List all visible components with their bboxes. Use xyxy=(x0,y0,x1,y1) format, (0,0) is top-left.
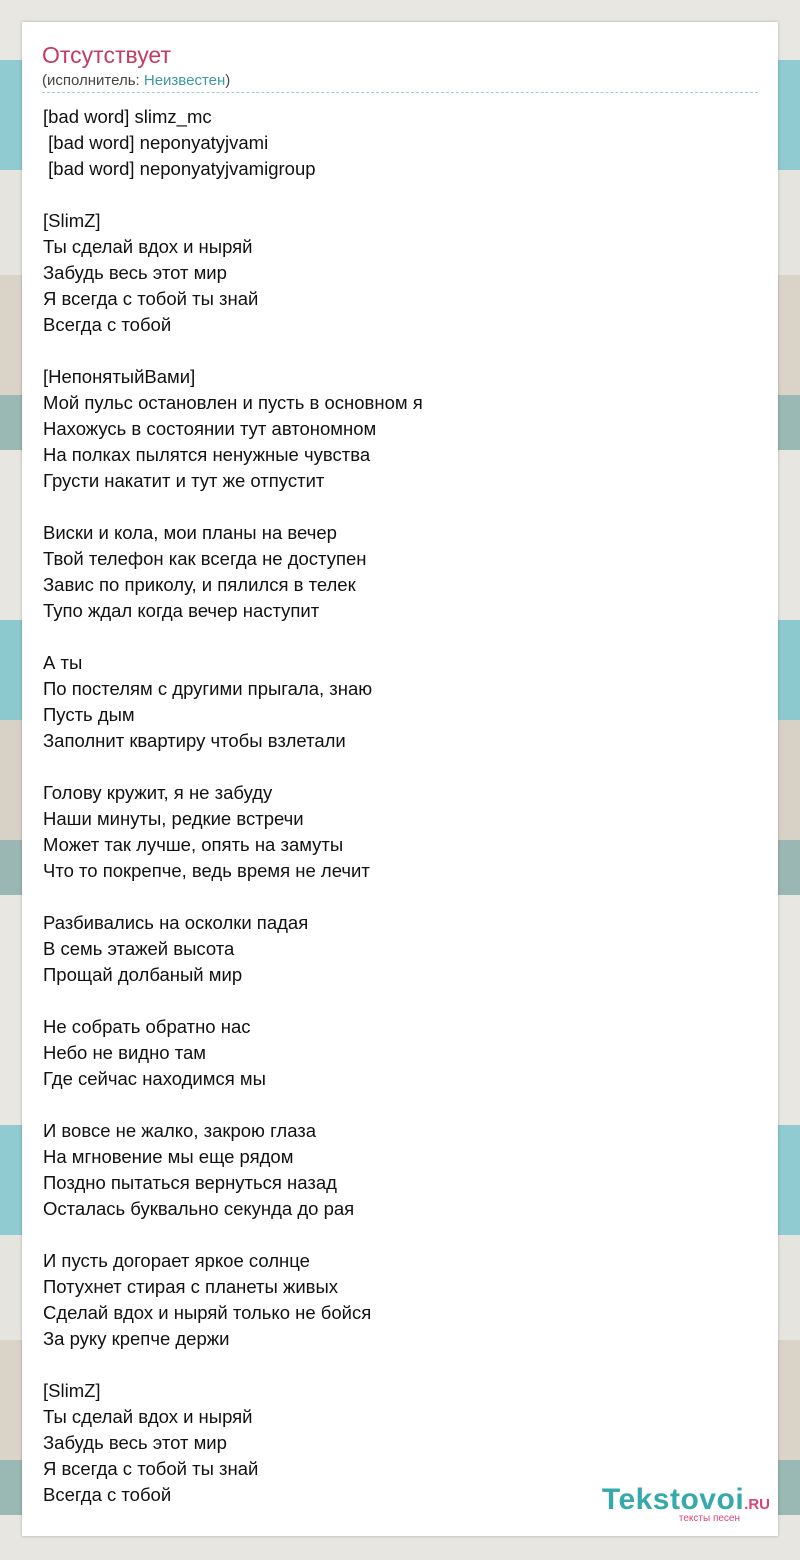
lyric-line: Где сейчас находимся мы xyxy=(43,1068,266,1089)
lyric-line: Нахожусь в состоянии тут автономном xyxy=(43,418,377,439)
lyric-line xyxy=(43,182,743,208)
lyric-line: Мой пульс остановлен и пусть в основном я xyxy=(43,392,423,413)
site-logo[interactable] xyxy=(602,1483,770,1524)
lyric-line xyxy=(43,624,743,650)
lyric-line: Пусть дым xyxy=(43,704,135,725)
artist-suffix: ) xyxy=(225,72,231,89)
lyric-line xyxy=(43,338,743,364)
lyric-line: Ты сделай вдох и ныряй xyxy=(43,236,253,257)
lyric-line: А ты xyxy=(43,652,83,673)
lyric-line xyxy=(43,988,743,1014)
artist-link[interactable]: Неизвестен xyxy=(143,72,226,89)
lyrics-card xyxy=(22,22,778,1536)
lyric-line: На мгновение мы еще рядом xyxy=(43,1146,294,1167)
lyric-line xyxy=(43,1092,743,1118)
lyric-line: Тупо ждал когда вечер наступит xyxy=(43,600,320,621)
lyric-line: Всегда с тобой xyxy=(43,1484,172,1505)
lyric-line: Я всегда с тобой ты знай xyxy=(43,1458,259,1479)
lyric-line: Сделай вдох и ныряй только не бойся xyxy=(43,1302,372,1323)
lyric-line: Завис по приколу, и пялился в телек xyxy=(43,574,356,595)
lyric-line: Небо не видно там xyxy=(43,1042,206,1063)
lyric-line: [bad word] slimz_mc xyxy=(43,106,212,127)
lyric-line: [bad word] neponyatyjvamigroup xyxy=(43,158,316,179)
lyric-line: [НепонятыйВами] xyxy=(43,366,196,387)
lyric-line xyxy=(43,1222,743,1248)
lyric-line: [bad word] neponyatyjvami xyxy=(43,132,269,153)
lyric-line: [SlimZ] xyxy=(43,210,101,231)
lyric-line xyxy=(43,754,743,780)
lyric-line: Поздно пытаться вернуться назад xyxy=(43,1172,337,1193)
lyric-line: Может так лучше, опять на замуты xyxy=(43,834,344,855)
lyric-line: И пусть догорает яркое солнце xyxy=(43,1250,310,1271)
lyric-line: Всегда с тобой xyxy=(43,314,172,335)
logo-tld: .RU xyxy=(744,1496,770,1513)
lyric-line: Осталась буквально секунда до рая xyxy=(43,1198,355,1219)
lyric-line: За руку крепче держи xyxy=(43,1328,230,1349)
lyrics-text xyxy=(43,104,743,1508)
lyric-line: Забудь весь этот мир xyxy=(43,1432,227,1453)
lyric-line: Наши минуты, редкие встречи xyxy=(43,808,304,829)
artist-prefix: (исполнитель: xyxy=(42,72,144,89)
lyric-line xyxy=(43,494,743,520)
lyric-line: По постелям с другими прыгала, знаю xyxy=(43,678,373,699)
lyric-line: Потухнет стирая с планеты живых xyxy=(43,1276,339,1297)
lyric-line: Не собрать обратно нас xyxy=(43,1016,251,1037)
lyric-line: Я всегда с тобой ты знай xyxy=(43,288,259,309)
lyric-line: Что то покрепче, ведь время не лечит xyxy=(43,860,370,881)
lyric-line: И вовсе не жалко, закрою глаза xyxy=(43,1120,317,1141)
lyric-line: [SlimZ] xyxy=(43,1380,101,1401)
lyric-line: Голову кружит, я не забуду xyxy=(43,782,273,803)
lyric-line: В семь этажей высота xyxy=(43,938,235,959)
logo-tagline: тексты песен xyxy=(678,1513,740,1524)
lyric-line: Виски и кола, мои планы на вечер xyxy=(43,522,337,543)
lyric-line: На полках пылятся ненужные чувства xyxy=(43,444,371,465)
lyric-line: Разбивались на осколки падая xyxy=(43,912,309,933)
song-title: Отсутствует xyxy=(42,42,171,68)
lyric-line: Ты сделай вдох и ныряй xyxy=(43,1406,253,1427)
lyric-line xyxy=(43,1352,743,1378)
lyric-line: Забудь весь этот мир xyxy=(43,262,227,283)
title-divider xyxy=(42,92,758,93)
lyric-line: Прощай долбаный мир xyxy=(43,964,243,985)
lyric-line: Твой телефон как всегда не доступен xyxy=(43,548,367,569)
lyric-line: Грусти накатит и тут же отпустит xyxy=(43,470,325,491)
song-meta xyxy=(42,72,230,89)
lyric-line xyxy=(43,884,743,910)
lyric-line: Заполнит квартиру чтобы взлетали xyxy=(43,730,346,751)
logo-name: Tekstovoi xyxy=(601,1483,745,1516)
